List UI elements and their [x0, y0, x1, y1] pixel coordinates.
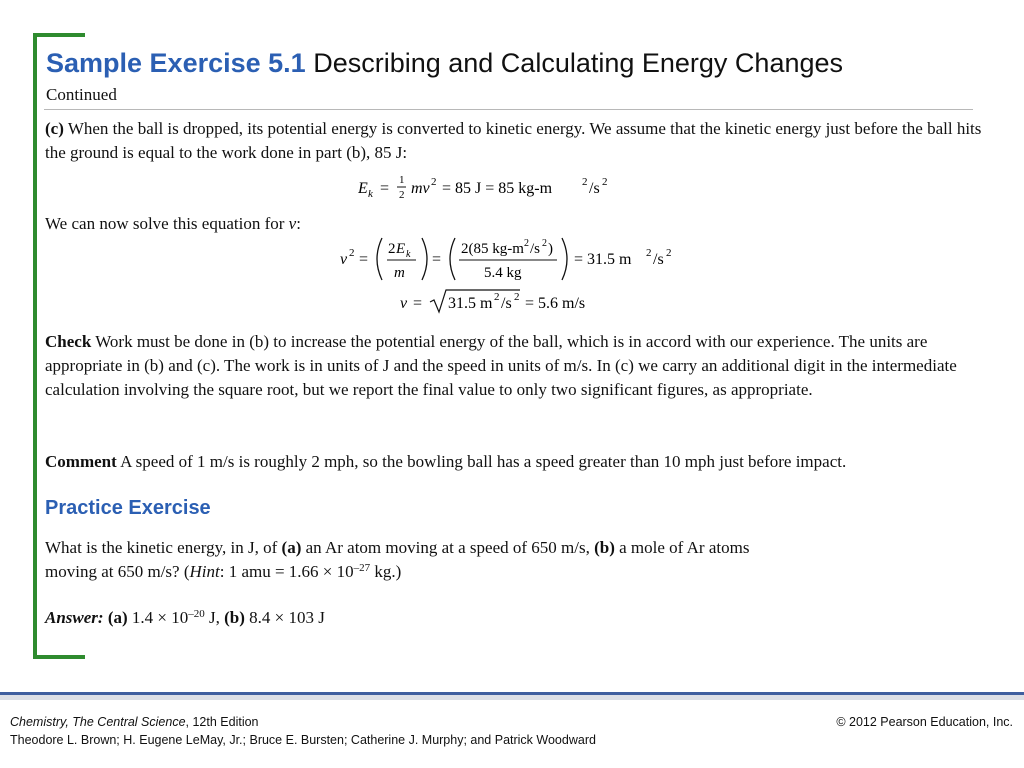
equation-v-squared	[338, 234, 678, 284]
svg-text:k: k	[368, 188, 373, 200]
svg-text:): )	[548, 241, 553, 257]
exercise-title: Describing and Calculating Energy Changes	[313, 48, 844, 78]
check-text: Work must be done in (b) to increase the potential energy of the ball, which is in accord with our experience. The units are appropriate in (b) and (c). The work is in units of J and the speed in units of m/s. In (c) we carry an additional digit in the intermediate calculation involving the square root, but we report the final value to only two significant figures, as appropriate.	[45, 332, 957, 399]
footer-shade	[0, 695, 1024, 700]
equation-kinetic-energy-svg	[358, 172, 638, 202]
svg-text:= 31.5 m: = 31.5 m	[574, 251, 632, 268]
equation-velocity-svg	[398, 287, 618, 315]
svg-text:2: 2	[582, 176, 588, 188]
equation-v-squared-svg	[338, 234, 678, 284]
practice-line2: moving at 650 m/s? (	[45, 562, 190, 581]
solve-paragraph	[45, 212, 995, 236]
answer-a-exponent: –20	[188, 608, 205, 620]
svg-text:1: 1	[399, 174, 405, 186]
equation-kinetic-energy	[358, 172, 638, 202]
slide-bracket-top	[33, 33, 85, 37]
svg-text:=: =	[359, 251, 369, 268]
svg-text:/s: /s	[501, 295, 512, 312]
part-c-text: When the ball is dropped, its potential energy is converted to kinetic energy. We assume that the kinetic energy just before the ball hits the ground is equal to the work done in part (b), 85 J:	[45, 119, 982, 162]
svg-text:2: 2	[542, 238, 547, 249]
equation-velocity	[398, 287, 618, 315]
answer-label: Answer:	[45, 608, 104, 627]
svg-text:2(85 kg-m: 2(85 kg-m	[461, 241, 524, 257]
svg-text:2: 2	[666, 247, 672, 259]
slide-bracket-vertical	[33, 33, 37, 659]
hint-text: : 1 amu = 1.66 × 10	[219, 562, 354, 581]
part-c-paragraph	[45, 117, 995, 165]
exercise-number: Sample Exercise 5.1	[46, 48, 306, 78]
svg-text:5.4 kg: 5.4 kg	[484, 265, 522, 281]
hint-label: Hint	[189, 562, 220, 581]
svg-text:/s: /s	[589, 180, 600, 197]
hint-end: kg.)	[370, 562, 402, 581]
svg-text:= 5.6 m/s: = 5.6 m/s	[525, 295, 586, 312]
slide-bracket-bottom	[33, 655, 85, 659]
part-c-label: (c)	[45, 119, 64, 138]
practice-b-text: a mole of Ar atoms	[614, 538, 750, 557]
solve-variable: v	[288, 214, 297, 233]
check-label: Check	[45, 332, 92, 351]
svg-text:31.5 m: 31.5 m	[448, 295, 493, 312]
svg-text:2: 2	[494, 291, 500, 303]
svg-text:2: 2	[388, 241, 396, 257]
hint-exponent: –27	[353, 562, 371, 574]
svg-text:2: 2	[646, 247, 652, 259]
svg-text:/s: /s	[530, 241, 541, 257]
svg-text:k: k	[406, 249, 411, 260]
svg-text:2: 2	[602, 176, 608, 188]
comment-label: Comment	[45, 452, 117, 471]
footer-copyright: © 2012 Pearson Education, Inc.	[836, 715, 1013, 729]
svg-text:v: v	[400, 295, 408, 312]
practice-question	[45, 536, 995, 584]
answer-b-value: 8.4 × 103 J	[244, 608, 325, 627]
check-paragraph	[45, 330, 995, 402]
comment-text: A speed of 1 m/s is roughly 2 mph, so the bowling ball has a speed greater than 10 mph just before impact.	[120, 452, 847, 471]
answer-b-label: (b)	[224, 608, 245, 627]
svg-text:=: =	[380, 180, 390, 197]
svg-text:2: 2	[349, 247, 355, 259]
answer-line	[45, 606, 995, 630]
solve-text: We can now solve this equation for	[45, 214, 289, 233]
svg-text:mv: mv	[411, 180, 430, 197]
svg-text:2: 2	[524, 238, 529, 249]
practice-heading: Practice Exercise	[45, 497, 211, 519]
svg-text:E: E	[358, 180, 368, 197]
solve-colon: :	[296, 214, 301, 233]
svg-text:2: 2	[399, 189, 405, 201]
svg-text:=: =	[432, 251, 442, 268]
answer-a-label: (a)	[107, 608, 128, 627]
footer-edition: , 12th Edition	[185, 715, 259, 729]
practice-b-label: (b)	[594, 538, 615, 557]
svg-text:E: E	[396, 241, 406, 257]
svg-text:=: =	[413, 295, 423, 312]
footer-book	[10, 715, 259, 729]
svg-text:2: 2	[514, 291, 520, 303]
practice-intro: What is the kinetic energy, in J, of	[45, 538, 282, 557]
svg-text:v: v	[340, 251, 348, 268]
svg-text:2: 2	[431, 176, 437, 188]
answer-a-unit: J,	[204, 608, 225, 627]
svg-text:= 85 J = 85 kg-m: = 85 J = 85 kg-m	[442, 180, 553, 197]
footer-authors: Theodore L. Brown; H. Eugene LeMay, Jr.; Bruce E. Bursten; Catherine J. Murphy; and Patrick Woodward	[10, 733, 596, 747]
continued-label: Continued	[46, 85, 117, 104]
practice-a-text: an Ar atom moving at a speed of 650 m/s,	[301, 538, 595, 557]
answer-a-value: 1.4 × 10	[127, 608, 189, 627]
slide-title	[46, 48, 843, 79]
footer-book-title: Chemistry, The Central Science	[10, 715, 186, 729]
title-divider	[44, 109, 973, 110]
svg-text:m: m	[394, 265, 405, 281]
svg-text:/s: /s	[653, 251, 664, 268]
comment-paragraph	[45, 450, 1005, 474]
practice-a-label: (a)	[281, 538, 302, 557]
